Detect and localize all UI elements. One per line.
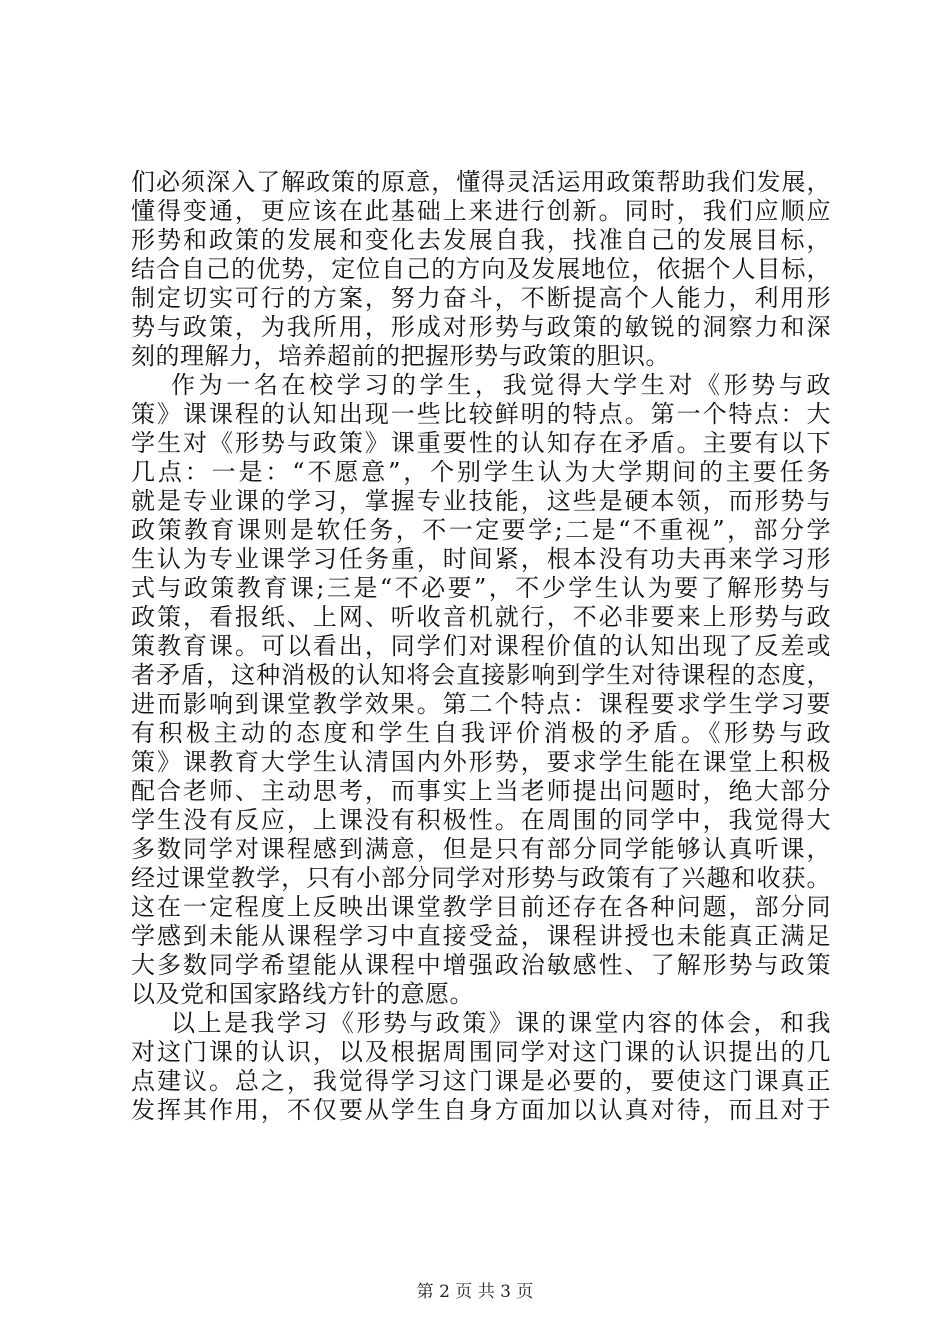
text-line: 策》课课程的认知出现一些比较鲜明的特点。第一个特点：大 <box>131 400 831 428</box>
body-text <box>131 168 831 1125</box>
text-line: 以上是我学习《形势与政策》课的课堂内容的体会，和我 <box>171 1009 831 1037</box>
text-line: 政策，看报纸、上网、听收音机就行，不必非要来上形势与政 <box>131 603 831 631</box>
text-line: 几点：一是：“不愿意”，个别学生认为大学期间的主要任务 <box>131 458 831 486</box>
text-line: 有积极主动的态度和学生自我评价消极的矛盾。《形势与政 <box>131 719 831 747</box>
text-line: 们必须深入了解政策的原意，懂得灵活运用政策帮助我们发展， <box>131 168 831 196</box>
text-line: 大多数同学希望能从课程中增强政治敏感性、了解形势与政策 <box>131 951 831 979</box>
text-line: 发挥其作用，不仅要从学生自身方面加以认真对待，而且对于 <box>131 1096 831 1124</box>
text-line: 这在一定程度上反映出课堂教学目前还存在各种问题，部分同 <box>131 893 831 921</box>
text-line: 策教育课。可以看出，同学们对课程价值的认知出现了反差或 <box>131 632 831 660</box>
text-line: 进而影响到课堂教学效果。第二个特点：课程要求学生学习要 <box>131 690 831 718</box>
text-line: 懂得变通，更应该在此基础上来进行创新。同时，我们应顺应 <box>131 197 831 225</box>
text-line: 以及党和国家路线方针的意愿。 <box>131 980 474 1008</box>
text-line: 制定切实可行的方案，努力奋斗，不断提高个人能力，利用形 <box>131 284 831 312</box>
text-line: 对这门课的认识，以及根据周围同学对这门课的认识提出的几 <box>131 1038 831 1066</box>
page-number-footer: 第 2 页 共 3 页 <box>416 1282 534 1302</box>
text-line: 势与政策，为我所用，形成对形势与政策的敏锐的洞察力和深 <box>131 313 831 341</box>
text-line: 经过课堂教学，只有小部分同学对形势与政策有了兴趣和收获。 <box>131 864 831 892</box>
text-line: 学生没有反应，上课没有积极性。在周围的同学中，我觉得大 <box>131 806 831 834</box>
text-line: 刻的理解力，培养超前的把握形势与政策的胆识。 <box>131 342 670 370</box>
text-line: 形势和政策的发展和变化去发展自我，找准自己的发展目标， <box>131 226 831 254</box>
text-line: 生认为专业课学习任务重，时间紧，根本没有功夫再来学习形 <box>131 545 831 573</box>
text-line: 作为一名在校学习的学生，我觉得大学生对《形势与政 <box>171 371 831 399</box>
text-line: 结合自己的优势，定位自己的方向及发展地位，依据个人目标， <box>131 255 831 283</box>
text-line: 政策教育课则是软任务，不一定要学;二是“不重视”，部分学 <box>131 516 831 544</box>
text-line: 学感到未能从课程学习中直接受益，课程讲授也未能真正满足 <box>131 922 831 950</box>
text-line: 点建议。总之，我觉得学习这门课是必要的，要使这门课真正 <box>131 1067 831 1095</box>
text-line: 配合老师、主动思考，而事实上当老师提出问题时，绝大部分 <box>131 777 831 805</box>
text-line: 策》课教育大学生认清国内外形势，要求学生能在课堂上积极 <box>131 748 831 776</box>
text-line: 就是专业课的学习，掌握专业技能，这些是硬本领，而形势与 <box>131 487 831 515</box>
text-line: 式与政策教育课;三是“不必要”，不少学生认为要了解形势与 <box>131 574 831 602</box>
text-line: 多数同学对课程感到满意，但是只有部分同学能够认真听课， <box>131 835 831 863</box>
text-line: 学生对《形势与政策》课重要性的认知存在矛盾。主要有以下 <box>131 429 831 457</box>
text-line: 者矛盾，这种消极的认知将会直接影响到学生对待课程的态度， <box>131 661 831 689</box>
